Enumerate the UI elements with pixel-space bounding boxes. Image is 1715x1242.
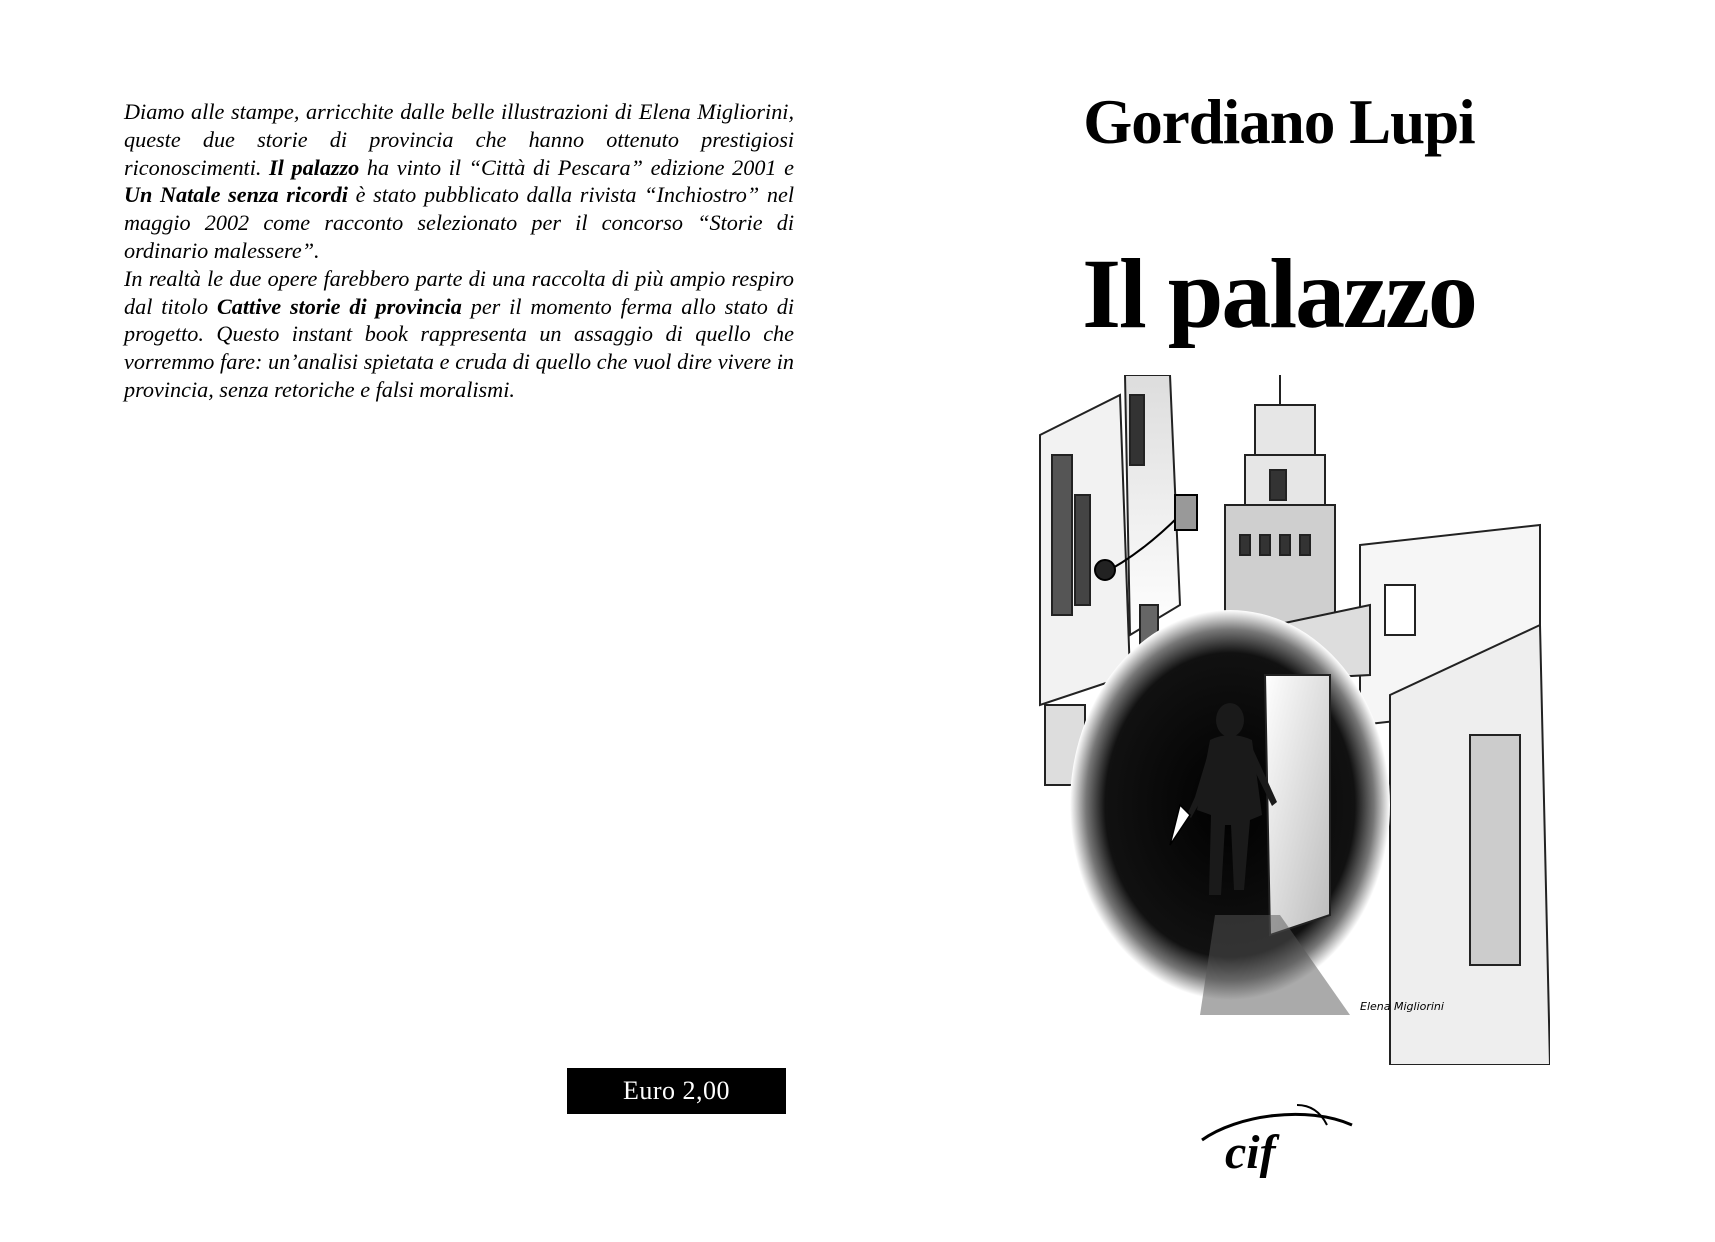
blurb-text: Diamo alle stampe, arricchite dalle belle illustrazioni di Elena Migliorini, queste due storie di provincia che hanno ottenuto prestigiosi riconoscimenti.	[124, 99, 794, 180]
blurb-paragraph-1	[124, 98, 794, 265]
book-title-mention: Un Natale senza ricordi	[124, 182, 348, 208]
blurb-text: è stato pubblicato dalla rivista “Inchiostro” nel maggio 2002 come racconto selezionato per il concorso “Storie di ordinario malessere”.	[124, 182, 794, 263]
blurb-text: In realtà le due opere farebbero parte di una raccolta di più ampio respiro dal titolo	[124, 265, 794, 319]
cover-illustration	[1030, 375, 1550, 1065]
illustrator-signature: Elena Migliorini	[1360, 1000, 1444, 1013]
author-name: Gordiano Lupi	[1083, 87, 1475, 157]
price-label: Euro 2,00	[567, 1068, 786, 1114]
publisher-logo-text: cif	[1225, 1126, 1276, 1179]
publisher-logo	[1197, 1100, 1357, 1180]
blurb-text: per il momento ferma allo stato di progetto. Questo instant book rappresenta un assaggio di quello che vorremmo fare: un’analisi spietata e cruda di quello che vuol dire vivere in provincia, senza retoriche e falsi moralismi.	[124, 293, 794, 402]
book-title-mention: Cattive storie di provincia	[216, 293, 462, 319]
back-cover-blurb	[124, 98, 794, 404]
blurb-paragraph-2	[124, 265, 794, 404]
book-title-mention: Il palazzo	[269, 154, 360, 180]
back-cover	[0, 0, 857, 1242]
book-title: Il palazzo	[1082, 238, 1476, 349]
blurb-text: ha vinto il “Città di Pescara” edizione 2001 e	[359, 154, 794, 180]
open-door	[1265, 675, 1330, 935]
